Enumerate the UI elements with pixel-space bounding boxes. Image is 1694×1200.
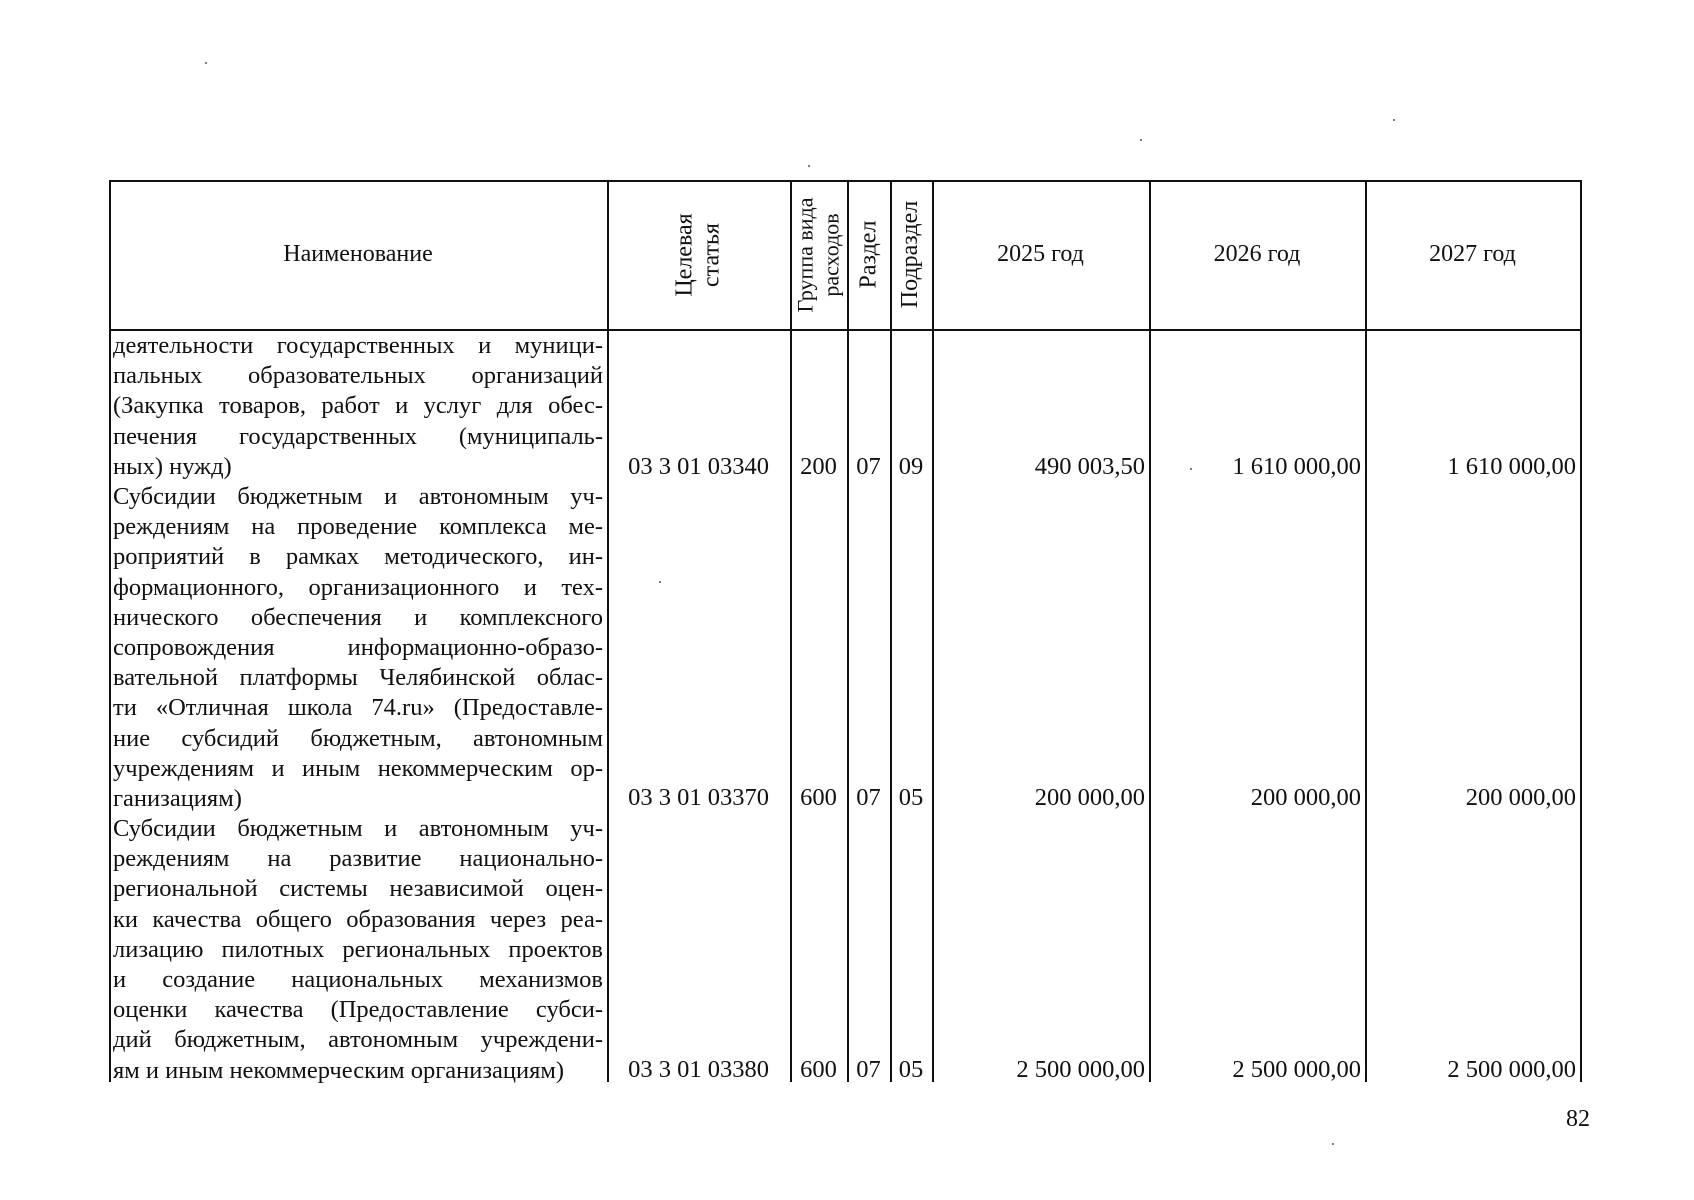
name-line: ганизациям) bbox=[113, 784, 242, 812]
name-line: региональной системы независимой оцен- bbox=[113, 875, 603, 903]
row-1-year-2026: 1 610 000,00 bbox=[1232, 453, 1361, 480]
row-3-year-2025: 2 500 000,00 bbox=[1016, 1056, 1145, 1083]
row-1-expense-group: 200 bbox=[800, 453, 837, 480]
row-2-year-2027: 200 000,00 bbox=[1465, 784, 1576, 811]
name-line: оценки качества (Предоставление субси- bbox=[113, 996, 603, 1024]
name-line: нического обеспечения и комплексного bbox=[113, 603, 603, 631]
name-line: сопровождения информационно-образо- bbox=[113, 633, 603, 661]
scan-speck bbox=[1393, 119, 1395, 121]
row-3-expense-group: 600 bbox=[800, 1056, 837, 1083]
name-line: Субсидии бюджетным и автономным уч- bbox=[113, 815, 603, 842]
scan-speck bbox=[1140, 139, 1142, 141]
header-expense-group-line-2: расходов bbox=[818, 212, 844, 297]
name-line: и создание национальных механизмов bbox=[113, 965, 603, 993]
name-line: ти «Отличная школа 74.ru» (Предоставле- bbox=[113, 694, 603, 722]
name-line: ние субсидий бюджетным, автономным bbox=[113, 724, 603, 752]
header-expense-group-line-1: Группа вида bbox=[792, 197, 818, 312]
header-year-2025-label: 2025 год bbox=[997, 241, 1084, 267]
scan-speck bbox=[1332, 1143, 1334, 1145]
name-line: ям и иным некоммерческим организациям) bbox=[113, 1056, 565, 1084]
header-subsection bbox=[890, 180, 932, 329]
header-target-article-line-1: Целевая bbox=[671, 212, 698, 297]
row-1-name bbox=[113, 331, 603, 482]
name-line: деятельности государственных и муници- bbox=[113, 332, 603, 359]
name-line: Субсидии бюджетным и автономным уч- bbox=[113, 483, 603, 510]
name-line: реждениям на проведение комплекса ме- bbox=[113, 513, 603, 541]
row-3-target-article: 03 3 01 03380 bbox=[628, 1056, 769, 1083]
name-line: учреждениям и иным некоммерческим ор- bbox=[113, 754, 603, 782]
row-2-target-article: 03 3 01 03370 bbox=[628, 784, 769, 811]
row-2-year-2026: 200 000,00 bbox=[1250, 784, 1361, 811]
header-name-label: Наименование bbox=[283, 241, 433, 267]
row-2-expense-group: 600 bbox=[800, 784, 837, 811]
row-2-year-2025: 200 000,00 bbox=[1034, 784, 1145, 811]
header-name bbox=[109, 180, 607, 329]
header-target-article-label bbox=[671, 213, 725, 296]
name-line: вательной платформы Челябинской облас- bbox=[113, 664, 603, 692]
header-target-article-line-2: статья bbox=[698, 222, 725, 287]
name-line: ки качества общего образования через реа- bbox=[113, 905, 603, 933]
name-line: (Закупка товаров, работ и услуг для обес- bbox=[113, 392, 603, 420]
name-line: реждениям на развитие национально- bbox=[113, 845, 603, 873]
row-1-subsection: 09 bbox=[898, 453, 924, 480]
name-line: печения государственных (муниципаль- bbox=[113, 422, 603, 450]
name-line: роприятий в рамках методического, ин- bbox=[113, 543, 603, 571]
page-number: 82 bbox=[1566, 1106, 1590, 1132]
name-line: пальных образовательных организаций bbox=[113, 362, 603, 390]
header-expense-group bbox=[790, 180, 847, 329]
row-3-subsection: 05 bbox=[898, 1056, 924, 1083]
header-section bbox=[847, 180, 890, 329]
row-2-subsection: 05 bbox=[898, 784, 924, 811]
header-expense-group-label bbox=[793, 197, 845, 312]
scan-speck bbox=[808, 165, 810, 167]
scan-speck bbox=[205, 62, 207, 64]
budget-table bbox=[109, 180, 1581, 1082]
header-year-2025 bbox=[932, 180, 1149, 329]
table-right-border bbox=[1580, 180, 1582, 1082]
header-target-article bbox=[607, 180, 790, 329]
row-3-year-2027: 2 500 000,00 bbox=[1447, 1056, 1576, 1083]
row-3-section: 07 bbox=[856, 1056, 881, 1083]
row-1-target-article: 03 3 01 03340 bbox=[628, 453, 769, 480]
header-year-2026 bbox=[1149, 180, 1365, 329]
row-1-year-2025: 490 003,50 bbox=[1034, 453, 1145, 480]
row-3-year-2026: 2 500 000,00 bbox=[1232, 1056, 1361, 1083]
name-line: ных) нужд) bbox=[113, 452, 232, 480]
row-2-name bbox=[113, 482, 603, 814]
row-1-section: 07 bbox=[856, 453, 881, 480]
header-subsection-label: Подраздел bbox=[897, 200, 924, 309]
name-line: формационного, организационного и тех- bbox=[113, 573, 603, 601]
name-line: лизацию пилотных региональных проектов bbox=[113, 935, 603, 963]
row-2-section: 07 bbox=[856, 784, 881, 811]
row-3-name bbox=[113, 814, 603, 1086]
header-year-2027 bbox=[1365, 180, 1580, 329]
header-year-2026-label: 2026 год bbox=[1213, 241, 1301, 267]
name-line: дий бюджетным, автономным учреждени- bbox=[113, 1026, 603, 1054]
header-year-2027-label: 2027 год bbox=[1429, 241, 1516, 267]
header-section-label: Раздел bbox=[855, 220, 882, 289]
row-1-year-2027: 1 610 000,00 bbox=[1447, 453, 1576, 480]
